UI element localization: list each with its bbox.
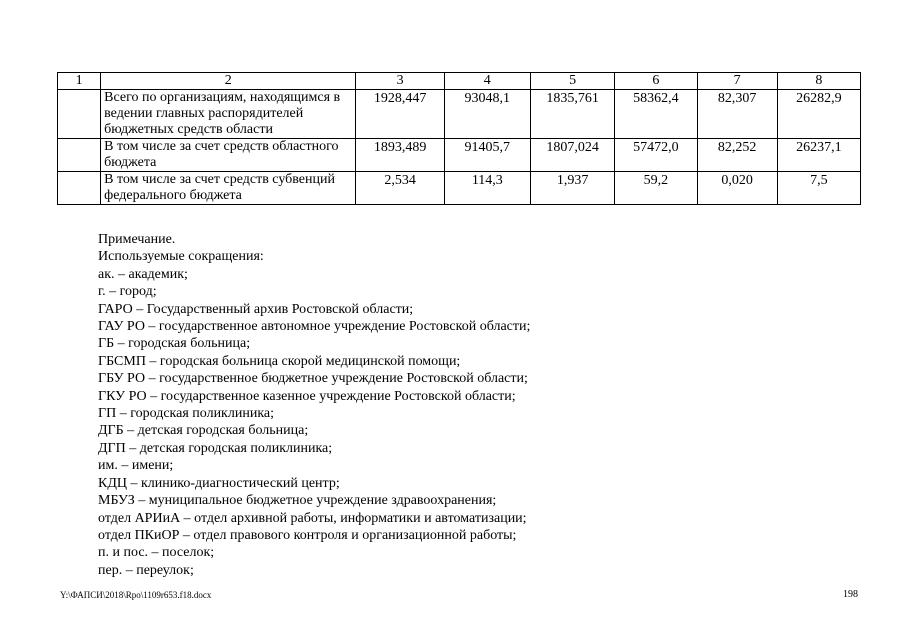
header-cell: 5: [530, 73, 614, 90]
page-number: 198: [843, 589, 858, 600]
row-number-cell: [58, 172, 101, 205]
table-row: [58, 90, 861, 139]
value-cell: 0,020: [697, 172, 777, 205]
footer-file-path: Y:\ФАПСИ\2018\Rpo\1109r653.f18.docx: [60, 590, 212, 600]
value-cell: 7,5: [777, 172, 860, 205]
row-description: В том числе за счет средств субвенций федерального бюджета: [101, 172, 356, 205]
abbreviations-notes: [98, 231, 530, 579]
abbreviation-item: ДГП – детская городская поликлиника;: [98, 440, 333, 456]
value-cell: 1928,447: [356, 90, 444, 139]
value-cell: 26237,1: [777, 139, 860, 172]
abbreviation-item: ДГБ – детская городская больница;: [98, 423, 309, 439]
value-cell: 82,252: [697, 139, 777, 172]
abbreviation-item: КДЦ – клинико-диагностический центр;: [98, 475, 340, 491]
abbreviation-item: МБУЗ – муниципальное бюджетное учреждение здравоохранения;: [98, 493, 497, 509]
value-cell: 59,2: [615, 172, 697, 205]
header-cell: 4: [444, 73, 530, 90]
header-cell: 6: [615, 73, 697, 90]
budget-table: [57, 72, 861, 205]
header-cell: 1: [58, 73, 101, 90]
abbreviation-item: ГП – городская поликлиника;: [98, 406, 275, 422]
row-description: В том числе за счет средств областного бюджета: [101, 139, 356, 172]
value-cell: 91405,7: [444, 139, 530, 172]
abbreviation-item: ГБ – городская больница;: [98, 336, 251, 352]
value-cell: 1893,489: [356, 139, 444, 172]
abbreviation-item: ГАРО – Государственный архив Ростовской области;: [98, 301, 414, 317]
value-cell: 58362,4: [615, 90, 697, 139]
notes-title: Примечание.: [98, 232, 176, 247]
value-cell: 1807,024: [530, 139, 614, 172]
value-cell: 1835,761: [530, 90, 614, 139]
abbreviation-item: ГАУ РО – государственное автономное учреждение Ростовской области;: [98, 319, 531, 335]
table-header-row: [58, 73, 861, 90]
value-cell: 114,3: [444, 172, 530, 205]
value-cell: 57472,0: [615, 139, 697, 172]
header-cell: 8: [777, 73, 860, 90]
value-cell: 93048,1: [444, 90, 530, 139]
row-number-cell: [58, 90, 101, 139]
header-cell: 2: [101, 73, 356, 90]
abbreviation-item: ГБУ РО – государственное бюджетное учреждение Ростовской области;: [98, 371, 528, 387]
abbreviation-item: пер. – переулок;: [98, 562, 194, 578]
value-cell: 2,534: [356, 172, 444, 205]
abbreviation-item: им. – имени;: [98, 458, 174, 474]
abbreviation-item: ГКУ РО – государственное казенное учреждение Ростовской области;: [98, 388, 516, 404]
row-description: Всего по организациям, находящимся в ведении главных распорядителей бюджетных средств области: [101, 90, 356, 139]
abbreviation-item: отдел АРИиА – отдел архивной работы, информатики и автоматизации;: [98, 510, 527, 526]
abbreviation-item: ак. – академик;: [98, 266, 188, 282]
abbreviation-item: отдел ПКиОР – отдел правового контроля и организационной работы;: [98, 527, 517, 543]
value-cell: 1,937: [530, 172, 614, 205]
abbreviation-item: п. и пос. – поселок;: [98, 545, 215, 561]
value-cell: 26282,9: [777, 90, 860, 139]
header-cell: 3: [356, 73, 444, 90]
row-number-cell: [58, 139, 101, 172]
abbreviation-item: г. – город;: [98, 284, 157, 300]
table-row: [58, 172, 861, 205]
abbreviation-item: ГБСМП – городская больница скорой медицинской помощи;: [98, 353, 461, 369]
value-cell: 82,307: [697, 90, 777, 139]
header-cell: 7: [697, 73, 777, 90]
table-row: [58, 139, 861, 172]
notes-subtitle: Используемые сокращения:: [98, 249, 264, 265]
